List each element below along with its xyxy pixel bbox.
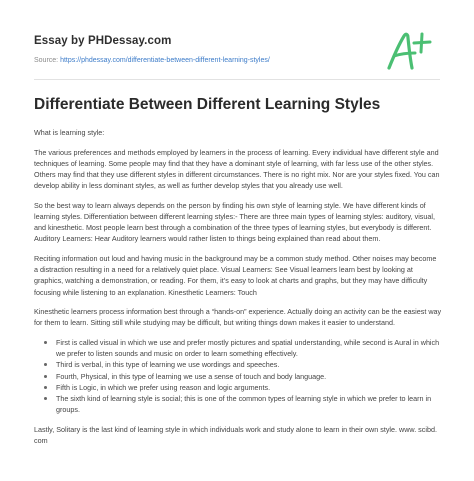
list-item: Fifth is Logic, in which we prefer using reason and logic arguments.	[56, 382, 442, 393]
paragraph: So the best way to learn always depends on the person by finding his own style of learning style. We have different kinds of learning styles. Differentiation between different learning styles:- There are three main types of learning styles: auditory, visual, and kinesthetic. Most people learn best through a combination of the three types of learning styles, but everybody is different. Auditory Learners: Hear Auditory learners would rather listen to things being explained than read about them.	[34, 200, 435, 244]
list-item: Fourth, Physical, in this type of learning we use a sense of touch and body language.	[56, 371, 442, 382]
a-letter-stroke	[389, 34, 412, 68]
paragraph: The various preferences and methods employed by learners in the process of learning. Every individual have different style and techniques of learning. Some people may find that they have a dominant style of learning, with far less use of the other styles. Others may find that they use different styles in different circumstances. There is no right mix. Nor are your styles fixed. You can develop ability in less dominant styles, as well as further develop styles that you already use well.	[34, 147, 440, 191]
learning-style-list	[34, 337, 442, 415]
list-item: First is called visual in which we use and prefer mostly pictures and spatial understanding, while second is Aural in which we prefer to listen sounds and music on order to learn something effectively.	[56, 337, 442, 359]
source-line	[34, 57, 270, 64]
article-body	[34, 127, 442, 455]
article-title: Differentiate Between Different Learning Styles	[34, 96, 381, 113]
a-plus-logo	[383, 28, 435, 72]
a-crossbar-stroke	[394, 53, 415, 56]
paragraph: Kinesthetic learners process information best through a “hands-on” experience. Actually doing an activity can be the easiest way for them to learn. Sitting still while studying may be difficult, but writing things down makes it easier to understand.	[34, 307, 442, 328]
header-divider	[34, 79, 440, 80]
site-title: Essay by PHDessay.com	[34, 35, 172, 47]
list-item: Third is verbal, in this type of learning we use wordings and speeches.	[56, 359, 442, 370]
closing-paragraph: Lastly, Solitary is the last kind of learning style in which individuals work and study alone to learn in their own style. www. scibd. com	[34, 424, 437, 446]
list-item: The sixth kind of learning style is social; this is one of the common types of learning style in which we prefer to learn in groups.	[56, 393, 442, 415]
source-label: Source:	[34, 57, 61, 64]
source-link[interactable]: https://phdessay.com/differentiate-between-different-learning-styles/	[60, 57, 270, 64]
plus-horizontal-stroke	[414, 42, 430, 43]
paragraph: Reciting information out loud and having music in the background may be a common study method. Other noises may become a distraction resulting in a need for a relatively quiet place. Visual Learners: See Visual learners learn best by looking at graphics, watching a demonstration, or reading. For them, it’s easy to look at charts and graphs, but they may have difficulty focusing while listening to an explanation. Kinesthetic Learners: Touch	[34, 254, 437, 297]
paragraph: What is learning style:	[34, 128, 105, 137]
